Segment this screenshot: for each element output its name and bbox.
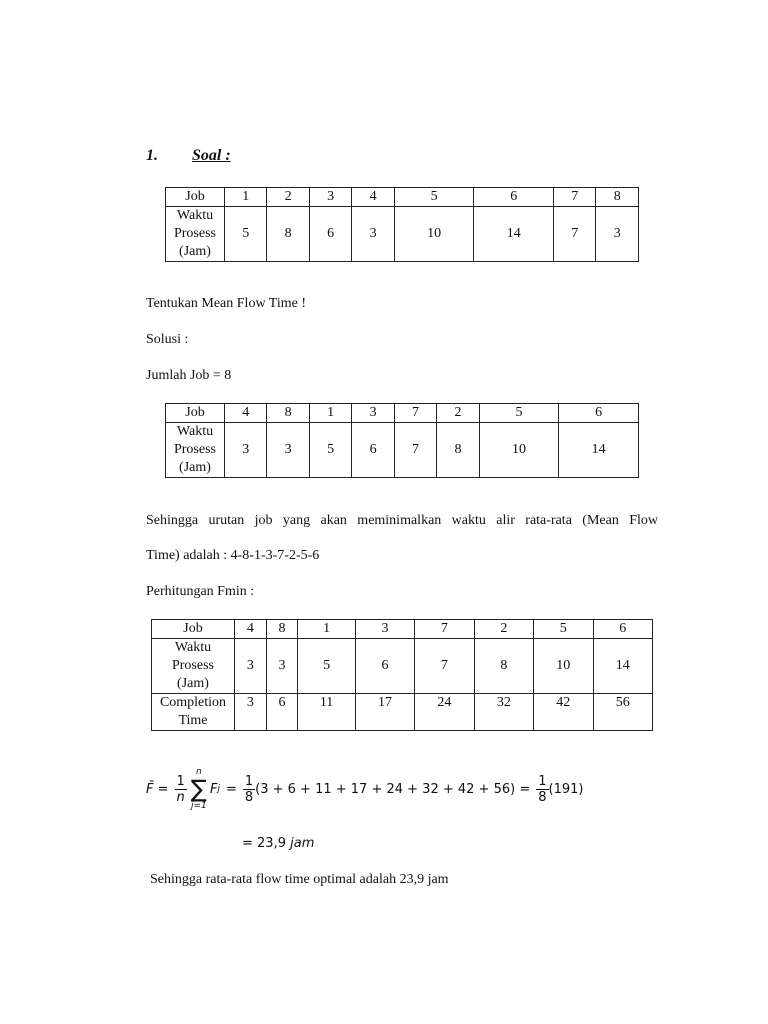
job-cell: 1 xyxy=(309,404,351,423)
completion-cell: 6 xyxy=(266,694,298,731)
time-cell: 5 xyxy=(309,423,351,478)
solution-label: Solusi : xyxy=(146,332,189,347)
time-cell: 7 xyxy=(415,639,474,694)
time-cell: 3 xyxy=(267,423,309,478)
fraction-1-over-n xyxy=(175,774,187,805)
time-label-line: Prosess xyxy=(173,226,216,241)
time-label-line: Waktu xyxy=(176,208,214,223)
fraction-numerator: 1 xyxy=(538,773,547,789)
time-cell: 3 xyxy=(596,207,639,262)
formula-final-line xyxy=(242,836,314,851)
formula-term: F xyxy=(209,781,218,797)
time-cell: 5 xyxy=(225,207,267,262)
section-number: 1. xyxy=(146,147,158,164)
time-cell: 6 xyxy=(352,423,394,478)
job-cell: 5 xyxy=(394,188,474,207)
completion-label-line: Completion xyxy=(159,695,227,710)
time-cell: 14 xyxy=(559,423,639,478)
job-cell: 3 xyxy=(309,188,351,207)
job-cell: 1 xyxy=(225,188,267,207)
time-label-line: Waktu xyxy=(176,424,214,439)
formula-final-unit: jam xyxy=(290,836,315,851)
time-label-line: (Jam) xyxy=(177,676,209,691)
time-label-line: Prosess xyxy=(171,658,214,673)
job-cell: 4 xyxy=(235,620,267,639)
job-cell: 8 xyxy=(266,620,298,639)
time-cell: 3 xyxy=(352,207,394,262)
table-header-label: Job xyxy=(152,620,235,639)
time-label-line: (Jam) xyxy=(179,460,211,475)
formula-result: (191) xyxy=(548,781,584,797)
job-cell: 6 xyxy=(474,188,554,207)
section-title: Soal : xyxy=(192,147,231,164)
job-cell: 8 xyxy=(596,188,639,207)
fraction-denominator: 8 xyxy=(244,789,254,805)
time-cell: 5 xyxy=(298,639,355,694)
time-cell: 10 xyxy=(479,423,559,478)
time-label-line: Prosess xyxy=(173,442,216,457)
completion-cell: 3 xyxy=(235,694,267,731)
completion-cell: 42 xyxy=(534,694,593,731)
sequence-text-line2: Time) adalah : 4-8-1-3-7-2-5-6 xyxy=(146,548,320,563)
sum-upper-limit: n xyxy=(196,767,202,777)
time-label-line: Waktu xyxy=(174,640,212,655)
mean-flow-formula xyxy=(146,763,583,815)
job-cell: 6 xyxy=(559,404,639,423)
time-cell: 6 xyxy=(309,207,351,262)
job-count-text: Jumlah Job = 8 xyxy=(146,368,232,383)
time-row-label xyxy=(152,639,235,694)
time-cell: 6 xyxy=(355,639,414,694)
fraction-denominator: n xyxy=(176,789,185,805)
formula-term-subscript: j xyxy=(217,784,220,794)
time-cell: 7 xyxy=(554,207,596,262)
job-cell: 7 xyxy=(415,620,474,639)
completion-cell: 32 xyxy=(474,694,533,731)
time-cell: 7 xyxy=(394,423,436,478)
time-cell: 8 xyxy=(474,639,533,694)
time-cell: 8 xyxy=(267,207,309,262)
fraction-numerator: 1 xyxy=(244,773,254,789)
completion-label-line: Time xyxy=(178,713,208,728)
job-cell: 7 xyxy=(394,404,436,423)
formula-expansion: (3 + 6 + 11 + 17 + 24 + 32 + 42 + 56) = xyxy=(255,781,531,797)
time-cell: 10 xyxy=(534,639,593,694)
job-cell: 5 xyxy=(479,404,559,423)
time-cell: 10 xyxy=(394,207,474,262)
completion-cell: 24 xyxy=(415,694,474,731)
sequence-text-line1: Sehingga urutan job yang akan meminimalkan waktu alir rata-rata (Mean Flow xyxy=(146,513,658,528)
time-row-label xyxy=(166,207,225,262)
completion-row-label xyxy=(152,694,235,731)
job-cell: 4 xyxy=(225,404,267,423)
fraction-numerator: 1 xyxy=(176,773,185,789)
time-cell: 3 xyxy=(266,639,298,694)
completion-cell: 56 xyxy=(593,694,652,731)
time-cell: 3 xyxy=(235,639,267,694)
time-cell: 8 xyxy=(437,423,479,478)
summation xyxy=(191,767,207,811)
job-cell: 2 xyxy=(474,620,533,639)
sigma-symbol: ∑ xyxy=(190,775,207,803)
completion-cell: 11 xyxy=(298,694,355,731)
time-cell: 14 xyxy=(593,639,652,694)
time-cell: 3 xyxy=(225,423,267,478)
job-cell: 3 xyxy=(352,404,394,423)
section-heading xyxy=(146,147,231,165)
table-header-label: Job xyxy=(166,188,225,207)
time-label-line: (Jam) xyxy=(179,244,211,259)
job-cell: 8 xyxy=(267,404,309,423)
completion-cell: 17 xyxy=(355,694,414,731)
job-cell: 2 xyxy=(437,404,479,423)
job-cell: 5 xyxy=(534,620,593,639)
formula-final-value: = 23,9 xyxy=(242,836,286,851)
job-cell: 1 xyxy=(298,620,355,639)
job-table-sorted xyxy=(165,403,639,478)
formula-lhs: F̄ = xyxy=(146,781,169,797)
job-cell: 6 xyxy=(593,620,652,639)
job-cell: 3 xyxy=(355,620,414,639)
fraction-1-over-8-result xyxy=(536,774,548,805)
sum-lower-limit: j=1 xyxy=(190,801,207,811)
job-cell: 7 xyxy=(554,188,596,207)
time-row-label xyxy=(166,423,225,478)
job-cell: 4 xyxy=(352,188,394,207)
fraction-1-over-8 xyxy=(243,774,255,805)
job-table-initial xyxy=(165,187,639,262)
fraction-denominator: 8 xyxy=(538,789,547,805)
completion-time-table xyxy=(151,619,653,731)
job-cell: 2 xyxy=(267,188,309,207)
conclusion-text: Sehingga rata-rata flow time optimal adalah 23,9 jam xyxy=(150,872,449,887)
table-header-label: Job xyxy=(166,404,225,423)
fmin-label: Perhitungan Fmin : xyxy=(146,584,255,599)
time-cell: 14 xyxy=(474,207,554,262)
formula-equals: = xyxy=(225,781,237,797)
question-text: Tentukan Mean Flow Time ! xyxy=(146,296,307,311)
